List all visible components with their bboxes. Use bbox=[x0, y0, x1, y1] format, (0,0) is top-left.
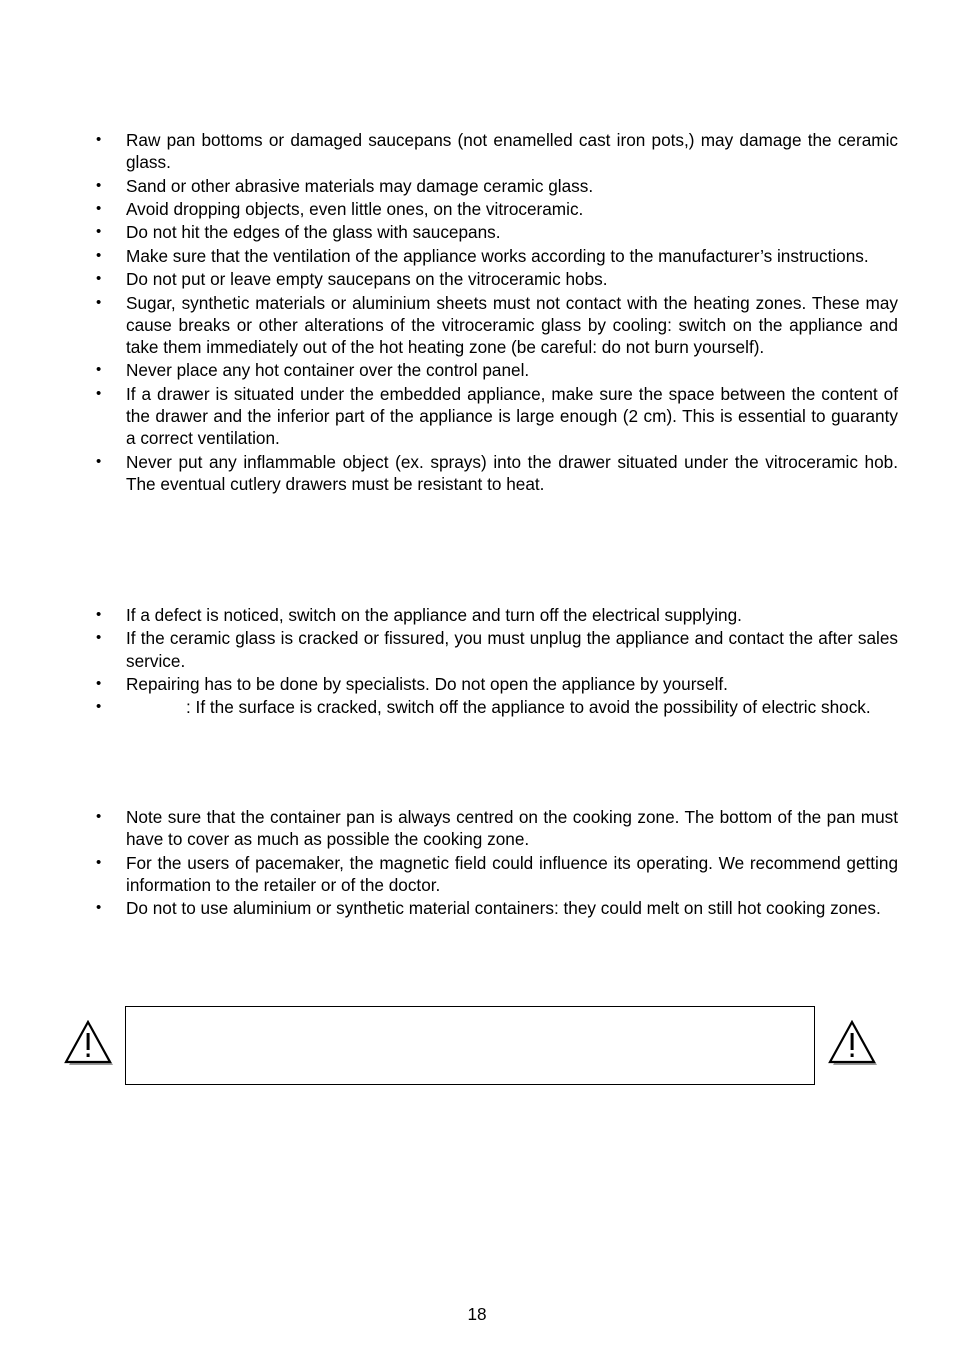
list-item: • Sand or other abrasive materials may damage ceramic glass. bbox=[96, 175, 594, 196]
list-item: • Never put any inflammable object (ex. sprays) into the drawer situated under the vitroceramic hob. The eventual cutlery drawers must be resistant to heat. bbox=[96, 451, 898, 494]
list-item: • If a defect is noticed, switch on the appliance and turn off the electrical supplying. bbox=[96, 605, 742, 625]
page-number: 18 bbox=[467, 1304, 487, 1324]
list-item: • Sugar, synthetic materials or aluminium sheets must not contact with the heating zones. These may cause breaks or other alterations of the vitroceramic glass by cooling: switch on the appliance and take them immediately out of the hot heating zone (be careful: do not burn yourself). bbox=[96, 292, 898, 357]
list-item: • Make sure that the ventilation of the appliance works according to the manufacturer’s instructions. bbox=[96, 245, 869, 266]
list-item: • Do not hit the edges of the glass with saucepans. bbox=[96, 222, 501, 243]
list-item: • : If the surface is cracked, switch off the appliance to avoid the possibility of electric shock. bbox=[96, 697, 871, 718]
defect-instructions-list bbox=[92, 604, 898, 720]
warning-triangle-icon bbox=[64, 1020, 114, 1066]
induction-instructions-list bbox=[92, 806, 898, 921]
list-item: • If the ceramic glass is cracked or fissured, you must unplug the appliance and contact the after sales service. bbox=[96, 628, 898, 671]
list-item: • Avoid dropping objects, even little ones, on the vitroceramic. bbox=[96, 198, 584, 219]
list-item: • For the users of pacemaker, the magnetic field could influence its operating. We recommend getting information to the retailer or of the doctor. bbox=[96, 852, 898, 895]
list-item: • Raw pan bottoms or damaged saucepans (not enamelled cast iron pots,) may damage the ceramic glass. bbox=[96, 130, 898, 173]
list-item: • If a drawer is situated under the embedded appliance, make sure the space between the content of the drawer and the inferior part of the appliance is large enough (2 cm). This is essential to guaranty a correct ventilation. bbox=[96, 383, 898, 449]
list-item: • Never place any hot container over the control panel. bbox=[96, 360, 530, 381]
list-item: • Note sure that the container pan is always centred on the cooking zone. The bottom of the pan must have to cover as much as possible the cooking zone. bbox=[96, 807, 898, 850]
list-item: • Do not to use aluminium or synthetic material containers: they could melt on still hot cooking zones. bbox=[96, 898, 881, 919]
list-item: • Do not put or leave empty saucepans on the vitroceramic hobs. bbox=[96, 269, 608, 290]
warning-box bbox=[125, 1006, 815, 1085]
warning-triangle-icon bbox=[828, 1020, 878, 1066]
care-instructions-list bbox=[92, 129, 898, 496]
list-item: • Repairing has to be done by specialists. Do not open the appliance by yourself. bbox=[96, 673, 728, 694]
